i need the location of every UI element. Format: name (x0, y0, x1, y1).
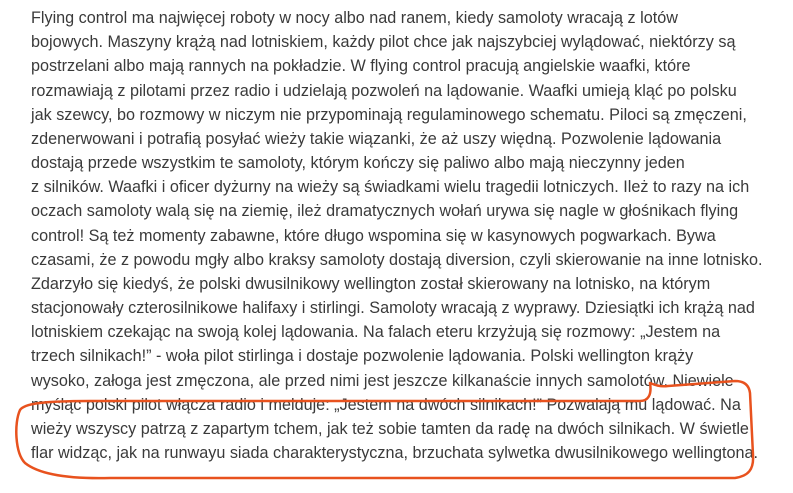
paragraph-line: Zdarzyło się kiedyś, że polski dwusilnikowy wellington został skierowany na lotnisko, na którym (31, 275, 711, 293)
paragraph-line: myśląc polski pilot włącza radio i melduje: „Jestem na dwóch silnikach!” Pozwalają mu lądować. Na (31, 396, 741, 414)
paragraph-line: zdenerwowani i potrafią posyłać wieży takie wiązanki, że aż uszy więdną. Pozwolenie lądowania (31, 130, 722, 148)
paragraph-line: rozmawiają z pilotami przez radio i udzielają pozwoleń na lądowanie. Waafki umieją kląć po polsku (31, 82, 737, 100)
paragraph-line: control! Są też momenty zabawne, które długo wspomina się w kasynowych pogwarkach. Bywa (31, 227, 716, 245)
paragraph-line: jak szewcy, bo rozmowy w niczym nie przypominają regulaminowego schematu. Piloci są zmęczeni, (31, 106, 747, 124)
paragraph-line: czasami, że z powodu mgły albo kraksy samoloty dostają diversion, czyli skierowanie na inne lotnisko. (31, 251, 763, 269)
paragraph-line: stacjonowały czterosilnikowe halifaxy i stirlingi. Samoloty wracają z wyprawy. Dziesiątki ich krążą nad (31, 299, 755, 317)
paragraph-line: wysoko, załoga jest zmęczona, ale przed nimi jest jeszcze kilkanaście innych samolotów. Niewiele (31, 372, 734, 390)
paragraph-line: lotniskiem czekając na swoją kolej lądowania. Na falach eteru krzyżują się rozmowy: „Jestem na (31, 323, 721, 341)
paragraph-line: wieży wszyscy patrzą z zapartym tchem, jak też sobie tamten da radę na dwóch silnikach. W świetle (31, 420, 749, 438)
paragraph-line: bojowych. Maszyny krążą nad lotniskiem, każdy pilot chce jak najszybciej wylądować, niektórzy są (31, 33, 736, 51)
paragraph-line: oczach samoloty walą się na ziemię, ileż dramatycznych wołań urywa się nagle w głośnikach flying (31, 202, 739, 220)
paragraph-line: Flying control ma najwięcej roboty w nocy albo nad ranem, kiedy samoloty wracają z lotów (31, 9, 678, 27)
paragraph-line: trzech silnikach!” - woła pilot stirlinga i dostaje pozwolenie lądowania. Polski wellington krąży (31, 347, 694, 365)
paragraph-line: postrzelani albo mają rannych na pokładzie. W flying control pracują angielskie waafki, które (31, 57, 691, 75)
paragraph-line: dostają przede wszystkim te samoloty, którym kończy się paliwo albo mają nieczynny jeden (31, 154, 685, 172)
paragraph-line: z silników. Waafki i oficer dyżurny na wieży są świadkami wielu tragedii lotniczych. Ileż to razy na ich (31, 178, 750, 196)
paragraph-line: flar widząc, jak na runwayu siada charakterystyczna, brzuchata sylwetka dwusilnikowego wellingtona. (31, 444, 758, 462)
